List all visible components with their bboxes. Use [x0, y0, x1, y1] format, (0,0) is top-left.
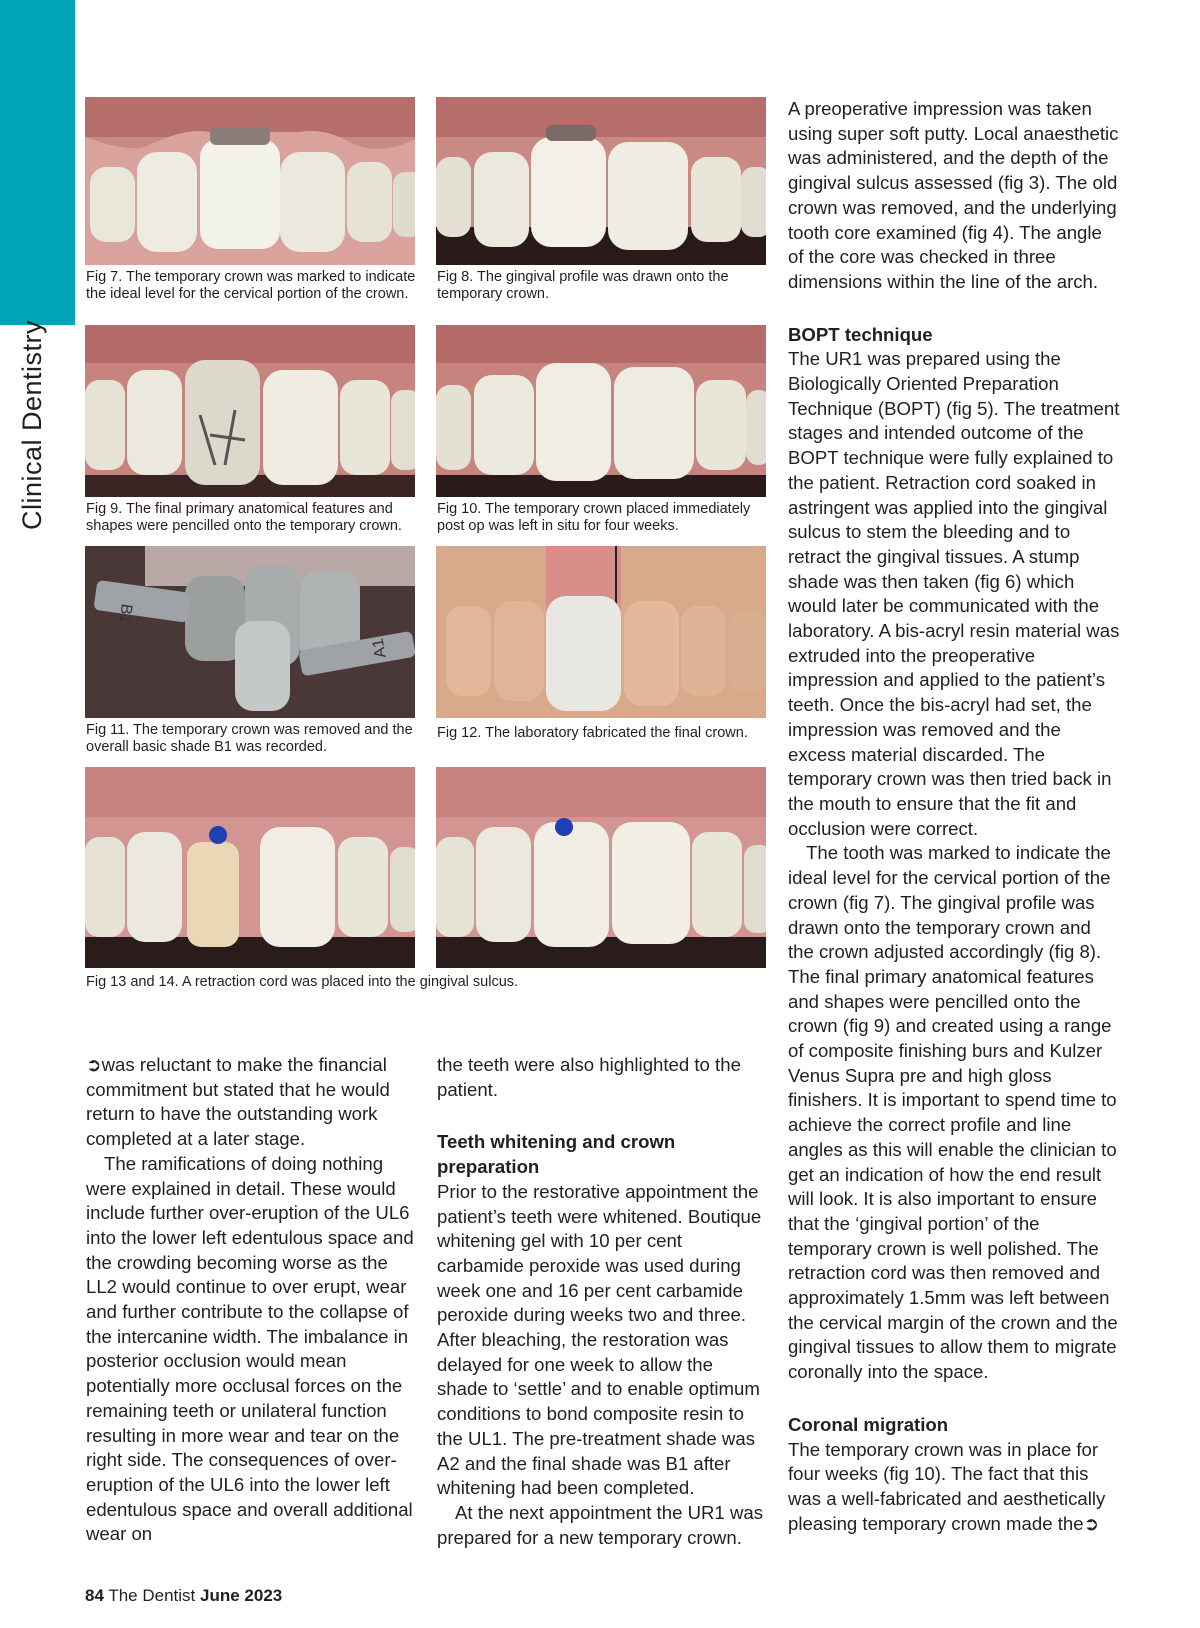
- fig7-caption: Fig 7. The temporary crown was marked to indicate the ideal level for the cervical portion of the crown.: [86, 269, 416, 302]
- issue-date: June 2023: [200, 1586, 283, 1605]
- paragraph: The tooth was marked to indicate the ideal level for the cervical portion of the crown (fig 7). The gingival profile was drawn onto the temporary crown and the crown adjusted accordingly (fig 8). The final primary anatomical features and shapes were pencilled onto the crown (fig 9) and created using a range of composite finishing burs and Kulzer Venus Supra pre and high gloss finishers. It is important to spend time to achieve the correct profile and line angles as this will enable the clinician to get an indication of how the end result will look. It is also important to ensure that the ‘gingival portion’ of the temporary crown is well polished. The retraction cord was then removed and approximately 1.5mm was left between the cervical margin of the crown and the gingival tissues to allow them to migrate coronally into the space.: [788, 842, 1118, 1383]
- paragraph: The temporary crown was in place for four weeks (fig 10). The fact that this was a well-fabricated and aesthetically pleasing temporary crown made the➲: [788, 1438, 1106, 1534]
- subheading: Teeth whitening and crown preparation: [437, 1131, 676, 1178]
- page-number: 84: [85, 1586, 104, 1605]
- paragraph: At the next appointment the UR1 was prepared for a new temporary crown.: [437, 1501, 764, 1548]
- fig12-photo: [436, 546, 766, 718]
- fig12-caption: Fig 12. The laboratory fabricated the final crown.: [437, 725, 748, 741]
- fig13-photo: [85, 767, 415, 968]
- paragraph: Prior to the restorative appointment the patient’s teeth were whitened. Boutique whitening gel with 10 per cent carbamide peroxide was used during week one and 16 per cent carbamide peroxide during weeks two and three. After bleaching, the restoration was delayed for one week to allow the shade to ‘settle’ and to enable optimum conditions to bond composite resin to the UL1. The pre-treatment shade was A2 and the final shade was B1 after whitening had been completed.: [437, 1180, 762, 1499]
- fig13-14-caption: Fig 13 and 14. A retraction cord was placed into the gingival sulcus.: [86, 974, 519, 990]
- fig11-caption: Fig 11. The temporary crown was removed and the overall basic shade B1 was recorded.: [86, 722, 413, 755]
- paragraph: ➲was reluctant to make the financial commitment but stated that he would return to have the outstanding work completed at a later stage.: [86, 1054, 390, 1150]
- paragraph: The ramifications of doing nothing were explained in detail. These would include further over-eruption of the UL6 into the lower left edentulous space and the crowding becoming worse as the LL2 would continue to over erupt, wear and further contribute to the collapse of the intercanine width. The imbalance in posterior occlusion would mean potentially more occlusal forces on the remaining teeth or unilateral function resulting in more wear and tear on the right side. The consequences of over-eruption of the UL6 into the lower left edentulous space and overall additional wear on: [86, 1152, 414, 1545]
- paragraph: A preoperative impression was taken using super soft putty. Local anaesthetic was administered, and the depth of the gingival sulcus assessed (fig 3). The old crown was removed, and the underlying tooth core examined (fig 4). The angle of the core was checked in three dimensions within the line of the arch.: [788, 98, 1119, 292]
- body-column-3: [788, 97, 1120, 1536]
- shade-tab-b1-label: B1: [115, 602, 135, 625]
- paragraph: The UR1 was prepared using the Biologically Oriented Preparation Technique (BOPT) (fig 5). The treatment stages and intended outcome of the BOPT technique were fully explained to the patient. Retraction cord soaked in astringent was applied into the gingival sulcus to stem the bleeding and to retract the gingival tissues. A stump shade was then taken (fig 6) which would later be communicated with the laboratory. A bis-acryl resin material was extruded into the preoperative impression and applied to the patient’s teeth. Once the bis-acryl had set, the impression was removed and the excess material discarded. The temporary crown was then tried back in the mouth to ensure that the fit and occlusion were correct.: [788, 348, 1120, 839]
- section-color-bar: [0, 0, 75, 325]
- fig9-caption: Fig 9. The final primary anatomical features and shapes were pencilled onto the temporary crown.: [86, 501, 402, 534]
- subheading: Coronal migration: [788, 1413, 949, 1435]
- body-column-2: [437, 1053, 767, 1550]
- fig10-caption: Fig 10. The temporary crown placed immediately post op was left in situ for four weeks.: [437, 501, 751, 534]
- fig8-caption: Fig 8. The gingival profile was drawn onto the temporary crown.: [437, 269, 729, 302]
- shade-tab-a1-label: A1: [369, 636, 390, 660]
- fig9-photo: [85, 325, 415, 497]
- section-label: Clinical Dentistry: [17, 319, 47, 530]
- page-footer: [85, 1586, 282, 1606]
- fig7-photo: [85, 97, 415, 265]
- body-column-1: [86, 1053, 414, 1547]
- subheading: BOPT technique: [788, 323, 933, 345]
- fig11-photo: [85, 546, 415, 718]
- fig10-photo: [436, 325, 766, 497]
- fig14-photo: [436, 767, 766, 968]
- publication-name: The Dentist: [108, 1586, 196, 1605]
- paragraph: the teeth were also highlighted to the patient.: [437, 1054, 741, 1100]
- fig8-photo: [436, 97, 766, 265]
